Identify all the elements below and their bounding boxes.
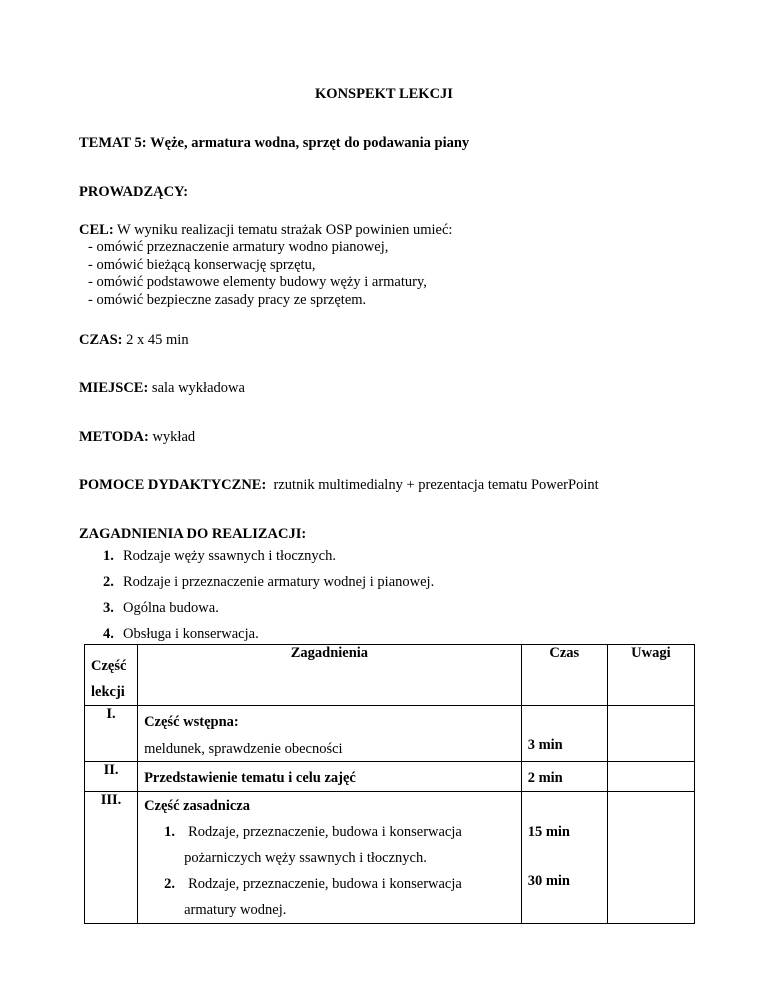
goal-intro: W wyniku realizacji tematu strażak OSP powinien umieć: — [117, 222, 453, 238]
issue-item: 4. Obsługa i konserwacja. — [103, 626, 259, 642]
aids-value: rzutnik multimedialny + prezentacja tematu PowerPoint — [273, 477, 599, 493]
place-label: MIEJSCE: — [79, 380, 149, 396]
aids-line — [79, 477, 599, 494]
header-issues: Zagadnienia — [138, 645, 522, 706]
topic-label: TEMAT 5: — [79, 135, 147, 151]
issues-heading — [79, 526, 306, 543]
header-part: Część lekcji — [85, 645, 138, 706]
row-notes — [607, 762, 694, 792]
goal-label: CEL: — [79, 222, 114, 238]
goal-item: - omówić bezpieczne zasady pracy ze sprzętem. — [88, 291, 367, 308]
goal-item: - omówić przeznaczenie armatury wodno pianowej, — [88, 239, 389, 255]
issue-item: 1. Rodzaje węży ssawnych i tłocznych. — [103, 548, 336, 564]
time-label: CZAS: — [79, 332, 123, 348]
list-item: 2. Rodzaje, przeznaczenie, budowa i konserwacja armatury wodnej. — [164, 876, 462, 919]
method-line — [79, 429, 195, 446]
goal-line — [79, 222, 452, 239]
issues-label: ZAGADNIENIA DO REALIZACJI: — [79, 526, 307, 542]
header-time: Czas — [521, 645, 607, 706]
goal-item: - omówić bieżącą konserwację sprzętu, — [88, 256, 316, 273]
row-content: Część zasadnicza 1. Rodzaje, przeznaczenie, budowa i konserwacja pożarniczych węży ssawnych i tłocznych. 2. Rodzaje, przeznaczenie, budowa i konserwacja armatury wodnej. — [138, 792, 522, 924]
row-time: 2 min — [521, 762, 607, 792]
header-notes: Uwagi — [607, 645, 694, 706]
document-title: KONSPEKT LEKCJI — [315, 86, 453, 102]
place-value: sala wykładowa — [151, 380, 245, 396]
row-notes — [607, 792, 694, 924]
row-part-number: III. — [85, 792, 138, 924]
time-value: 2 x 45 min — [126, 332, 189, 348]
row-notes — [607, 706, 694, 762]
lesson-plan-table — [84, 644, 695, 924]
goal-item: - omówić podstawowe elementy budowy węży i armatury, — [88, 274, 427, 290]
issue-item: 2. Rodzaje i przeznaczenie armatury wodnej i pianowej. — [103, 574, 435, 590]
row-time: 3 min — [521, 706, 607, 762]
issue-item: 3. Ogólna budowa. — [103, 600, 219, 616]
aids-label: POMOCE DYDAKTYCZNE: — [79, 477, 267, 493]
instructor-line — [79, 184, 188, 201]
row-time: 15 min 30 min — [521, 792, 607, 924]
topic-line — [79, 135, 469, 152]
issues-list — [103, 548, 434, 652]
place-line — [79, 380, 245, 397]
table-row — [85, 792, 695, 924]
row-part-number: II. — [85, 762, 138, 792]
table-header-row — [85, 645, 695, 706]
table-row — [85, 762, 695, 792]
row-part-number: I. — [85, 706, 138, 762]
method-label: METODA: — [79, 429, 149, 445]
time-line — [79, 332, 189, 349]
table-row — [85, 706, 695, 762]
goal-list — [88, 239, 427, 309]
list-item: 1. Rodzaje, przeznaczenie, budowa i konserwacja pożarniczych węży ssawnych i tłocznych. — [164, 824, 462, 867]
row-content: Część wstępna: meldunek, sprawdzenie obecności — [138, 706, 522, 762]
row-content: Przedstawienie tematu i celu zajęć — [138, 762, 522, 792]
method-value: wykład — [152, 429, 196, 445]
instructor-label: PROWADZĄCY: — [79, 184, 189, 200]
topic-value: Węże, armatura wodna, sprzęt do podawania piany — [150, 135, 470, 151]
